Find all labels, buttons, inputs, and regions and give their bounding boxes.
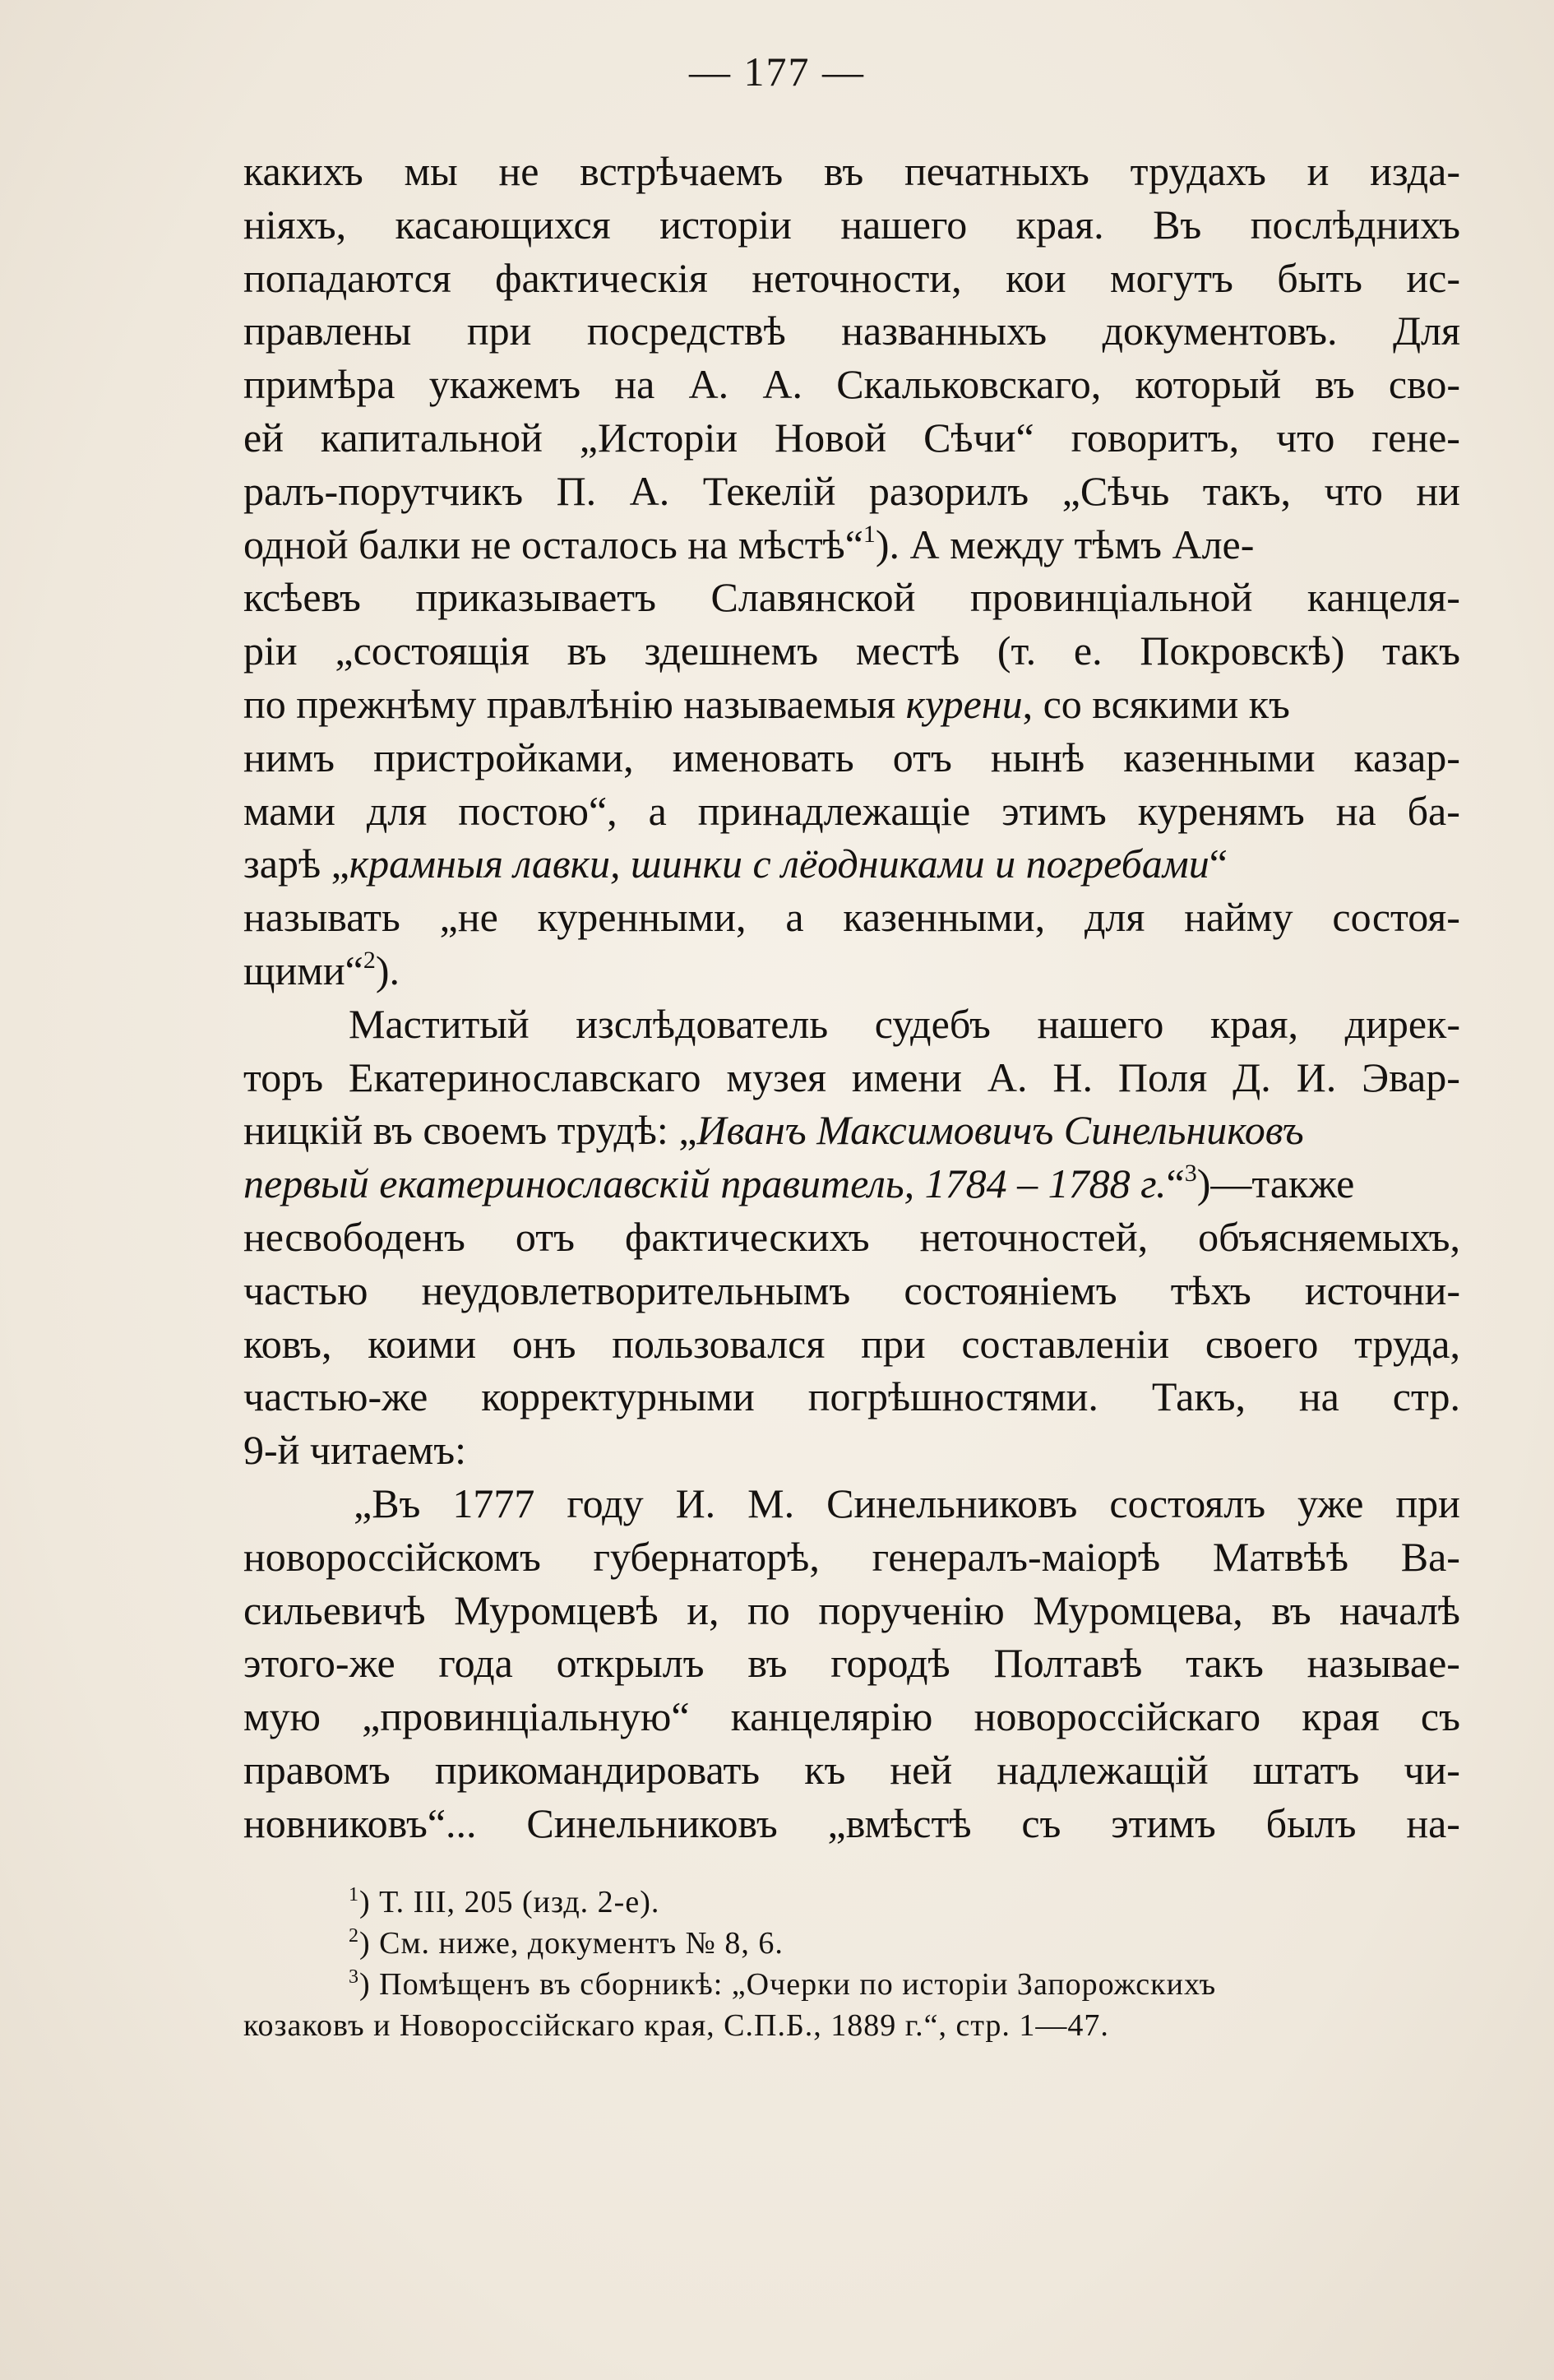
word: этимъ (1111, 1799, 1216, 1846)
word: 1777 (452, 1479, 535, 1526)
word: Скальковскаго, (836, 361, 1102, 408)
word: этимъ (1001, 787, 1107, 834)
word: къ (804, 1746, 846, 1793)
line-text (243, 785, 1460, 838)
word: края. (1015, 201, 1104, 248)
word: въ (747, 1640, 788, 1687)
word: И. (675, 1479, 716, 1526)
word: тѣхъ (1170, 1266, 1251, 1313)
word: для (1084, 894, 1145, 941)
word: казенными (1123, 734, 1316, 780)
text-line (243, 1264, 1460, 1317)
word: генералъ-маіорѣ (872, 1533, 1161, 1580)
word: Муромцева, (1033, 1586, 1243, 1633)
line-text (349, 998, 1460, 1051)
line-text (243, 1051, 1460, 1104)
text-line (243, 1370, 1460, 1424)
footnote-ref: 1 (863, 520, 876, 548)
word: на (614, 361, 655, 408)
word: называе- (1307, 1640, 1460, 1687)
word: касающихся (395, 201, 611, 248)
word: судебъ (874, 1000, 991, 1047)
word: ис- (1406, 254, 1460, 301)
line-text (243, 837, 1228, 891)
word: фактическія (495, 254, 708, 301)
italic-term: курени (905, 680, 1023, 727)
word: году (567, 1479, 644, 1526)
word: такъ, (1202, 467, 1292, 514)
line-text (243, 1211, 1460, 1264)
line-text (243, 358, 1460, 411)
word: пользовался (612, 1320, 826, 1367)
word: „состоящія (335, 627, 530, 674)
word: ніяхъ, (243, 201, 347, 248)
line-text (243, 198, 1460, 252)
line-text-end: ). (375, 947, 400, 993)
word: канцелярію (730, 1693, 933, 1740)
line-text (243, 411, 1460, 465)
word: Матвѣѣ (1212, 1533, 1349, 1580)
word: нынѣ (990, 734, 1085, 780)
word: торъ (243, 1053, 324, 1100)
line-text (243, 465, 1460, 518)
word: ковъ, (243, 1320, 332, 1367)
word: источни- (1304, 1266, 1460, 1313)
word: этого-же (243, 1640, 395, 1687)
text-line (243, 571, 1460, 624)
footnote-continuation (243, 2005, 1460, 2046)
word: послѣднихъ (1250, 201, 1460, 248)
line-text (243, 944, 400, 998)
line-text (243, 731, 1460, 785)
text-line (243, 1424, 1460, 1477)
word: на (1335, 787, 1376, 834)
word: встрѣчаемъ (580, 148, 784, 194)
word: А. (987, 1053, 1028, 1100)
word: и, (687, 1586, 719, 1633)
line-text (243, 304, 1460, 358)
word: Д. (1233, 1053, 1271, 1100)
word: неточностей, (919, 1213, 1149, 1260)
line-text (243, 891, 1460, 944)
word: частью (243, 1266, 368, 1313)
text-line (243, 1743, 1460, 1797)
word: при (861, 1320, 926, 1367)
text-line (243, 1797, 1460, 1850)
word: въ (1271, 1586, 1311, 1633)
word: Славянской (710, 574, 916, 621)
footnote-text: ) См. ниже, документъ № 8, 6. (359, 1926, 784, 1961)
word: Текелій (702, 467, 836, 514)
text-line (243, 145, 1460, 198)
text-line (243, 411, 1460, 465)
line-text (243, 1157, 1354, 1211)
text-line (243, 358, 1460, 411)
word: открылъ (556, 1640, 705, 1687)
footnote-ref: 2 (363, 946, 376, 974)
word: постою“, (458, 787, 617, 834)
word: ралъ-порутчикъ (243, 467, 524, 514)
word: штатъ (1252, 1746, 1360, 1793)
word: такъ (1382, 627, 1460, 674)
word: началѣ (1339, 1586, 1460, 1633)
line-text-end: , со всякими къ (1022, 680, 1290, 727)
line-text (243, 1530, 1460, 1584)
word: печатныхъ (904, 148, 1089, 194)
text-line (243, 1157, 1460, 1211)
line-text (243, 1264, 1460, 1317)
text-line (243, 252, 1460, 305)
word: „Въ (354, 1479, 421, 1526)
word: Покровскѣ) (1140, 627, 1345, 674)
word: посредствѣ (586, 308, 786, 354)
footnote-mark: 2 (349, 1925, 359, 1947)
footnote (243, 1923, 1460, 1964)
word: пристройками, (373, 734, 634, 780)
word: надлежащій (997, 1746, 1209, 1793)
word: правомъ (243, 1746, 391, 1793)
word: могутъ (1110, 254, 1233, 301)
word: провинціальной (969, 574, 1253, 621)
word: капитальной (320, 414, 543, 461)
word: здешнемъ (644, 627, 819, 674)
word: состоялъ (1109, 1479, 1266, 1526)
word: Ва- (1400, 1533, 1460, 1580)
word: мами (243, 787, 335, 834)
word: новороссійскомъ (243, 1533, 541, 1580)
word: онъ (511, 1320, 576, 1367)
word: года (438, 1640, 513, 1687)
line-text (243, 1797, 1460, 1850)
word: какихъ (243, 148, 363, 194)
word: (т. (997, 627, 1037, 674)
line-text-start: одной балки не осталось на мѣстѣ“ (243, 521, 863, 567)
line-text-start: ницкій въ своемъ трудѣ: „ (243, 1107, 697, 1154)
word: что (1276, 414, 1335, 461)
word: Для (1392, 308, 1460, 354)
text-line (243, 1051, 1460, 1104)
word: неудовлетворительнымъ (421, 1266, 851, 1313)
word: „провинціальную“ (362, 1693, 690, 1740)
text-line (243, 785, 1460, 838)
line-text-start: щими“ (243, 947, 363, 993)
line-text (243, 145, 1460, 198)
word: новниковъ“... (243, 1799, 477, 1846)
word: музея (726, 1053, 827, 1100)
word: примѣра (243, 361, 395, 408)
word: стр. (1392, 1373, 1460, 1420)
word: отъ (892, 734, 952, 780)
word: ріи (243, 627, 298, 674)
word: Новой (775, 414, 887, 461)
line-text (243, 518, 1254, 572)
word: ни (1416, 467, 1460, 514)
word: А. (629, 467, 670, 514)
word: „вмѣстѣ (827, 1799, 972, 1846)
word: документовъ. (1102, 308, 1338, 354)
word: для (366, 787, 428, 834)
word: куренямъ (1137, 787, 1305, 834)
word: ксѣевъ (243, 574, 361, 621)
footnotes (243, 1882, 1460, 2046)
word: фактическихъ (624, 1213, 870, 1260)
word: въ (567, 627, 607, 674)
word: изда- (1370, 148, 1460, 194)
word: края, (1210, 1000, 1299, 1047)
footnote (243, 1964, 1460, 2005)
word: укажемъ (428, 361, 581, 408)
word: А. (762, 361, 802, 408)
line-text (243, 624, 1460, 678)
word: не (498, 148, 539, 194)
line-text-end: )—также (1196, 1160, 1355, 1207)
word: разорилъ (868, 467, 1029, 514)
word: изслѣдователь (576, 1000, 829, 1047)
footnote-text: ) Помѣщенъ въ сборникѣ: „Очерки по исторіи Запорожскихъ (359, 1967, 1217, 2002)
word: сво- (1388, 361, 1460, 408)
line-text (243, 1743, 1460, 1797)
footnote-mark: 3 (349, 1966, 359, 1988)
word: мы (404, 148, 458, 194)
word: труда, (1354, 1320, 1460, 1367)
word: найму (1184, 894, 1293, 941)
footnote-mark: 1 (349, 1884, 359, 1905)
italic-title: первый екатеринославскій правитель, 1784 – 1788 г. (243, 1160, 1167, 1207)
word: такъ (1186, 1640, 1264, 1687)
line-text (243, 1104, 1304, 1157)
word: нашего (840, 201, 968, 248)
text-line (243, 1637, 1460, 1690)
word: съ (1420, 1693, 1460, 1740)
word: сильевичѣ (243, 1586, 426, 1633)
word: Муромцевѣ (454, 1586, 659, 1633)
line-text (243, 1370, 1460, 1424)
word: на- (1406, 1799, 1460, 1846)
italic-quote: крамныя лавки, шинки с лёодниками и погребами (349, 840, 1209, 887)
page-number: — 177 — (689, 49, 865, 95)
text-line (243, 624, 1460, 678)
word: быть (1277, 254, 1362, 301)
word: казар- (1353, 734, 1460, 780)
text-line (243, 1317, 1460, 1371)
word: Сѣчи“ (923, 414, 1034, 461)
word: приказываетъ (415, 574, 656, 621)
line-text (354, 1477, 1460, 1530)
word: Н. (1052, 1053, 1093, 1100)
word: погрѣшностями. (807, 1373, 1098, 1420)
word: своего (1205, 1320, 1319, 1367)
main-text (243, 145, 1460, 1850)
word: мую (243, 1693, 321, 1740)
word: Полтавѣ (993, 1640, 1143, 1687)
word: куренными, (537, 894, 747, 941)
word: названныхъ (841, 308, 1048, 354)
word: а (785, 894, 804, 941)
italic-title: Иванъ Максимовичъ Синельниковъ (696, 1107, 1304, 1154)
word: новороссійскаго (974, 1693, 1261, 1740)
word: корректурными (481, 1373, 755, 1420)
word: Синельниковъ (526, 1799, 778, 1846)
word: кои (1006, 254, 1066, 301)
word: И. (1296, 1053, 1337, 1100)
footnote-text: козаковъ и Новороссійскаго края, С.П.Б., 1889 г.“, стр. 1—47. (243, 2008, 1109, 2043)
word: съ (1021, 1799, 1061, 1846)
word: въ (1315, 361, 1355, 408)
text-line (243, 891, 1460, 944)
text-line (243, 1477, 1460, 1530)
word: местѣ (855, 627, 960, 674)
word: а (648, 787, 667, 834)
text-line (243, 678, 1460, 731)
word: нимъ (243, 734, 335, 780)
text-line (243, 1211, 1460, 1264)
word: е. (1073, 627, 1103, 674)
line-text (243, 1317, 1460, 1371)
word: чи- (1404, 1746, 1460, 1793)
word: неточности, (752, 254, 962, 301)
word: на (1298, 1373, 1339, 1420)
word: Поля (1117, 1053, 1208, 1100)
word: Екатеринославскаго (348, 1053, 701, 1100)
word: исторіи (659, 201, 792, 248)
word: губернаторѣ, (593, 1533, 820, 1580)
line-text-end: ). А между тѣмъ Але- (875, 521, 1255, 567)
word: что (1324, 467, 1383, 514)
word: правлены (243, 308, 412, 354)
word: А. (688, 361, 729, 408)
word: уже (1297, 1479, 1364, 1526)
footnote-ref: 3 (1184, 1160, 1197, 1188)
word: Маститый (349, 1000, 530, 1047)
word: объясняемыхъ, (1198, 1213, 1460, 1260)
word: канцеля- (1307, 574, 1460, 621)
word: принадлежащіе (697, 787, 971, 834)
line-text (243, 678, 1290, 731)
word: въ (824, 148, 864, 194)
word: трудахъ (1130, 148, 1266, 194)
word: дирек- (1344, 1000, 1460, 1047)
word: который (1135, 361, 1282, 408)
line-text (243, 1637, 1460, 1690)
line-text (243, 571, 1460, 624)
text-line (243, 1584, 1460, 1637)
word: Синельниковъ (826, 1479, 1078, 1526)
text-line (243, 465, 1460, 518)
line-text (243, 1690, 1460, 1743)
word: коими (368, 1320, 477, 1367)
text-line (243, 1530, 1460, 1584)
word: былъ (1265, 1799, 1357, 1846)
word: имени (851, 1053, 962, 1100)
word: отъ (515, 1213, 575, 1260)
word: ней (890, 1746, 953, 1793)
word: частью-же (243, 1373, 428, 1420)
line-text (243, 1584, 1460, 1637)
word: П. (556, 467, 597, 514)
word: городѣ (830, 1640, 950, 1687)
word: состояніемъ (904, 1266, 1117, 1313)
word: ей (243, 414, 284, 461)
word: прикомандировать (434, 1746, 761, 1793)
word: „Сѣчь (1061, 467, 1170, 514)
word: именовать (672, 734, 854, 780)
word: состоя- (1332, 894, 1460, 941)
text-line (243, 518, 1460, 572)
word: М. (747, 1479, 795, 1526)
text-line (243, 837, 1460, 891)
word: нашего (1037, 1000, 1164, 1047)
text-line (243, 731, 1460, 785)
word: „Исторіи (579, 414, 738, 461)
word: Такъ, (1151, 1373, 1246, 1420)
line-text-end: “ (1209, 840, 1228, 887)
line-text: 9-й читаемъ: (243, 1427, 467, 1474)
word: говоритъ, (1071, 414, 1240, 461)
word: при (1395, 1479, 1460, 1526)
word: при (466, 308, 532, 354)
word: края (1302, 1693, 1380, 1740)
word: ба- (1407, 787, 1460, 834)
text-line (243, 1690, 1460, 1743)
word: по (747, 1586, 790, 1633)
text-line (243, 944, 1460, 998)
line-text-start: по прежнѣму правлѣнію называемыя (243, 680, 906, 727)
word: несвободенъ (243, 1213, 465, 1260)
text-line (243, 1104, 1460, 1157)
text-line (243, 304, 1460, 358)
word: порученію (818, 1586, 1005, 1633)
word: „не (439, 894, 498, 941)
line-text-mid: “ (1166, 1160, 1185, 1207)
word: и (1307, 148, 1330, 194)
line-text (243, 252, 1460, 305)
word: называть (243, 894, 400, 941)
footnote (243, 1882, 1460, 1923)
word: Эвар- (1362, 1053, 1460, 1100)
word: попадаются (243, 254, 451, 301)
word: казенными, (843, 894, 1046, 941)
word: Въ (1153, 201, 1202, 248)
word: составленіи (961, 1320, 1170, 1367)
text-line (243, 198, 1460, 252)
footnote-text: ) Т. III, 205 (изд. 2-е). (359, 1885, 660, 1919)
text-line (243, 998, 1460, 1051)
line-text-start: зарѣ „ (243, 840, 349, 887)
word: гене- (1371, 414, 1460, 461)
